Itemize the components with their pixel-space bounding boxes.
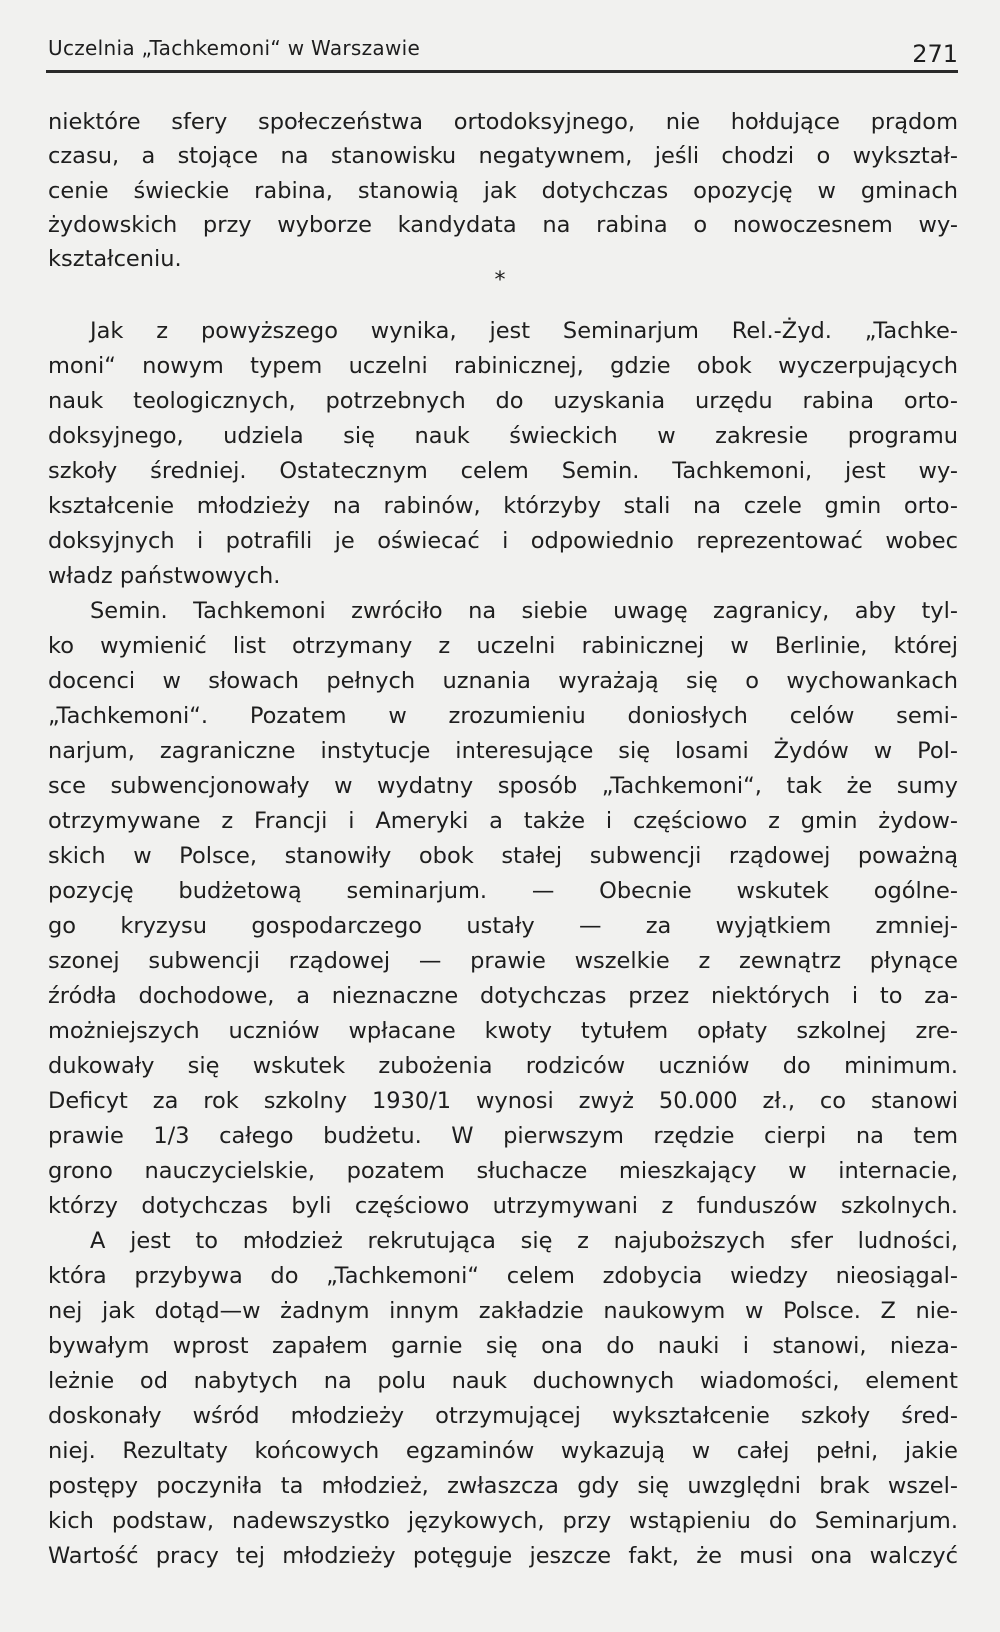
text-line: doskonały wśród młodzieży otrzymującej wykształcenie szkoły śred- [48, 1403, 958, 1429]
text-line: którzy dotychczas byli częściowo utrzymywani z funduszów szkolnych. [48, 1193, 958, 1219]
text-line: nauk teologicznych, potrzebnych do uzyskania urzędu rabina orto- [48, 388, 958, 414]
text-line: A jest to młodzież rekrutująca się z najuboższych sfer ludności, [90, 1228, 958, 1254]
text-line: szonej subwencji rządowej — prawie wszelkie z zewnątrz płynące [48, 948, 958, 974]
text-line: czasu, a stojące na stanowisku negatywnem, jeśli chodzi o wykształ- [48, 143, 958, 170]
text-line: niektóre sfery społeczeństwa ortodoksyjnego, nie hołdujące prądom [48, 109, 958, 135]
text-line: możniejszych uczniów wpłacane kwoty tytułem opłaty szkolnej zre- [48, 1018, 958, 1044]
text-line: kich podstaw, nadewszystko językowych, przy wstąpieniu do Seminarjum. [48, 1508, 958, 1534]
text-line: go kryzysu gospodarczego ustały — za wyjątkiem zmniej- [48, 913, 958, 939]
text-line: bywałym wprost zapałem garnie się ona do nauki i stanowi, nieza- [48, 1333, 958, 1359]
text-line: docenci w słowach pełnych uznania wyrażają się o wychowankach [48, 668, 958, 694]
header-rule [46, 70, 958, 73]
text-line: sce subwencjonowały w wydatny sposób „Tachkemoni“, tak że sumy [48, 773, 958, 799]
text-line: narjum, zagraniczne instytucje interesujące się losami Żydów w Pol- [48, 738, 958, 764]
text-line: grono nauczycielskie, pozatem słuchacze mieszkający w internacie, [48, 1158, 958, 1184]
text-line: szkoły średniej. Ostatecznym celem Semin. Tachkemoni, jest wy- [48, 458, 958, 484]
text-line: skich w Polsce, stanowiły obok stałej subwencji rządowej poważną [48, 843, 958, 869]
text-line: Deficyt za rok szkolny 1930/1 wynosi zwyż 50.000 zł., co stanowi [48, 1088, 958, 1114]
text-line: żydowskich przy wyborze kandydata na rabina o nowoczesnem wy- [48, 211, 958, 238]
text-line: niej. Rezultaty końcowych egzaminów wykazują w całej pełni, jakie [48, 1438, 958, 1464]
text-line: cenie świeckie rabina, stanowią jak dotychczas opozycję w gminach [48, 177, 958, 204]
text-line: doksyjnego, udziela się nauk świeckich w zakresie programu [48, 423, 958, 449]
text-line: doksyjnych i potrafili je oświecać i odpowiednio reprezentować wobec [48, 528, 958, 554]
text-line: „Tachkemoni“. Pozatem w zrozumieniu doniosłych celów semi- [48, 703, 958, 729]
text-line: moni“ nowym typem uczelni rabinicznej, gdzie obok wyczerpujących [48, 353, 958, 379]
page-number: 271 [912, 40, 958, 68]
text-line: kształceniu. [48, 246, 182, 273]
text-line: nej jak dotąd—w żadnym innym zakładzie naukowym w Polsce. Z nie- [48, 1298, 958, 1324]
text-line: ko wymienić list otrzymany z uczelni rabinicznej w Berlinie, której [48, 633, 958, 659]
text-line: władz państwowych. [48, 563, 281, 589]
text-line: Wartość pracy tej młodzieży potęguje jeszcze fakt, że musi ona walczyć [48, 1543, 958, 1569]
text-line: kształcenie młodzieży na rabinów, którzyby stali na czele gmin orto- [48, 493, 958, 519]
text-line: źródła dochodowe, a nieznaczne dotychczas przez niektórych i to za- [48, 983, 958, 1009]
text-line: dukowały się wskutek zubożenia rodziców uczniów do minimum. [48, 1053, 958, 1079]
text-line: prawie 1/3 całego budżetu. W pierwszym rzędzie cierpi na tem [48, 1123, 958, 1149]
text-line: pozycję budżetową seminarjum. — Obecnie wskutek ogólne- [48, 878, 958, 904]
text-line: Semin. Tachkemoni zwróciło na siebie uwagę zagranicy, aby tyl- [90, 598, 958, 624]
text-line: leżnie od nabytych na polu nauk duchownych wiadomości, element [48, 1368, 958, 1394]
section-break-asterisk: * [494, 268, 506, 293]
running-title: Uczelnia „Tachkemoni“ w Warszawie [48, 36, 421, 60]
text-line: Jak z powyższego wynika, jest Seminarjum Rel.-Żyd. „Tachke- [90, 318, 958, 344]
text-line: postępy poczyniła ta młodzież, zwłaszcza gdy się uwzględni brak wszel- [48, 1473, 958, 1499]
text-line: która przybywa do „Tachkemoni“ celem zdobycia wiedzy nieosiągal- [48, 1263, 958, 1289]
text-line: otrzymywane z Francji i Ameryki a także i częściowo z gmin żydow- [48, 808, 958, 834]
